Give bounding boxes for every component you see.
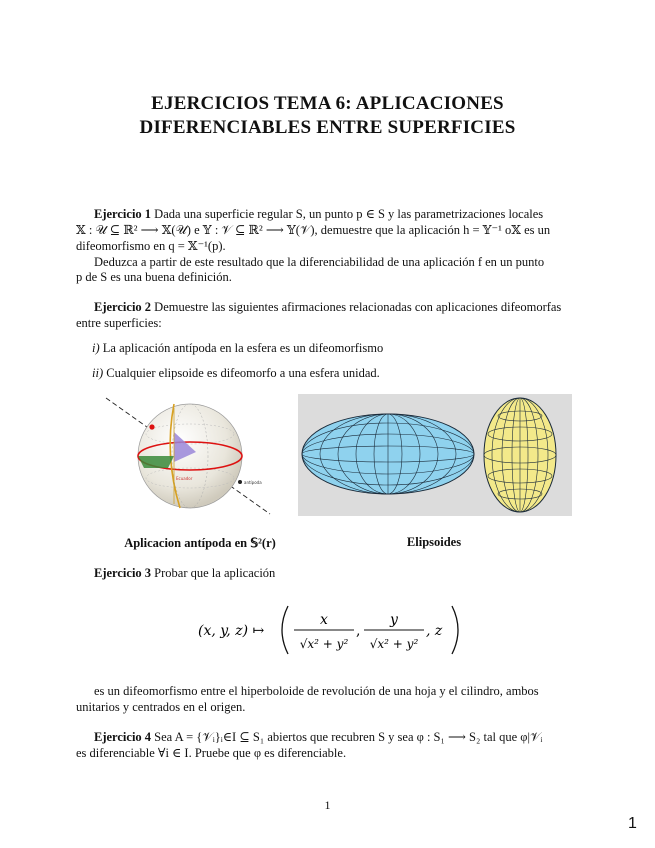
fraction-2-numerator: y	[390, 612, 398, 628]
exercise-3	[76, 565, 596, 582]
exercise-1-line-2: 𝕏 : 𝒰 ⊆ ℝ² ⟶ 𝕏(𝒰) e 𝕐 : 𝒱 ⊆ ℝ² ⟶ 𝕐(𝒱), demuestre que la aplicación h = 𝕐⁻¹ o𝕏 es un	[76, 223, 551, 237]
point-antipode	[238, 480, 242, 484]
svg-text:antípoda: antípoda	[244, 480, 262, 485]
flat-ellipsoid	[302, 414, 474, 494]
formula-tail: , z	[426, 623, 443, 639]
page-title	[40, 92, 615, 140]
exercise-2-item-2	[92, 365, 592, 382]
exercise-1-label: Ejercicio 1	[94, 207, 152, 221]
exercise-3-label: Ejercicio 3	[94, 566, 152, 580]
right-paren	[452, 606, 458, 654]
formula-display	[196, 604, 466, 656]
exercise-3-line-2: es un difeomorfismo entre el hiperboloide de revolución de una hoja y el cilindro, ambos	[94, 684, 539, 698]
exercise-4	[76, 729, 596, 746]
item-2-text: Cualquier elipsoide es difeomorfo a una esfera unidad.	[106, 366, 380, 380]
green-plane	[138, 456, 174, 468]
exercise-2-label: Ejercicio 2	[94, 300, 152, 314]
tall-ellipsoid	[484, 398, 556, 512]
svg-text:,: ,	[356, 623, 361, 639]
fraction-1-numerator: x	[320, 612, 328, 628]
title-line-1: EJERCICIOS TEMA 6: APLICACIONES	[151, 93, 504, 114]
exercise-1-line-5: p de S es una buena definición.	[76, 270, 232, 284]
fraction-1-denominator: √x² + y²	[299, 637, 349, 651]
formula-lhs: (x, y, z) ↦	[198, 623, 265, 639]
svg-text:Ecuador: Ecuador	[176, 476, 193, 481]
exercise-3-line-3: unitarios y centrados en el origen.	[76, 700, 246, 714]
exercise-4-text-1: Sea A = {𝒱ᵢ}ᵢ∈I ⊆ S₁ abiertos que recubren S y sea φ : S₁ ⟶ S₂ tal que φ|𝒱ᵢ	[154, 730, 543, 744]
antipodal-sphere-figure	[104, 394, 272, 518]
exercise-1	[76, 206, 596, 223]
title-line-2: DIFERENCIABLES ENTRE SUPERFICIES	[139, 117, 516, 138]
exercise-4-line-2: es diferenciable ∀i ∈ I. Pruebe que φ es diferenciable.	[76, 746, 347, 760]
exercise-2-line-2: entre superficies:	[76, 316, 162, 330]
exercise-2-text-1: Demuestre las siguientes afirmaciones relacionadas con aplicaciones difeomorfas	[154, 300, 562, 314]
caption-ellipsoids: Elipsoides	[406, 535, 462, 549]
point-p	[149, 424, 154, 429]
item-2-marker: ii)	[92, 366, 104, 380]
corner-page-number: 1	[628, 815, 637, 832]
left-paren	[282, 606, 288, 654]
exercise-3-text-1: Probar que la aplicación	[154, 566, 276, 580]
item-1-marker: i)	[92, 341, 100, 355]
item-1-text: La aplicación antípoda en la esfera es un difeomorfismo	[102, 341, 384, 355]
fraction-2-denominator: √x² + y²	[369, 637, 419, 651]
exercise-2-item-1	[92, 340, 592, 357]
ellipsoids-figure	[298, 394, 572, 516]
exercise-1-line-4: Deduzca a partir de este resultado que la diferenciabilidad de una aplicación f en un punto	[94, 255, 545, 269]
exercise-1-text-1: Dada una superficie regular S, un punto p ∈ S y las parametrizaciones locales	[154, 207, 544, 221]
exercise-2	[76, 299, 596, 316]
caption-antipodal: Aplicacion antípoda en 𝕊²(r)	[124, 536, 276, 550]
exercise-4-label: Ejercicio 4	[94, 730, 152, 744]
exercise-1-line-3: difeomorfismo en q = 𝕏⁻¹(p).	[76, 239, 226, 253]
page-number: 1	[324, 798, 331, 812]
